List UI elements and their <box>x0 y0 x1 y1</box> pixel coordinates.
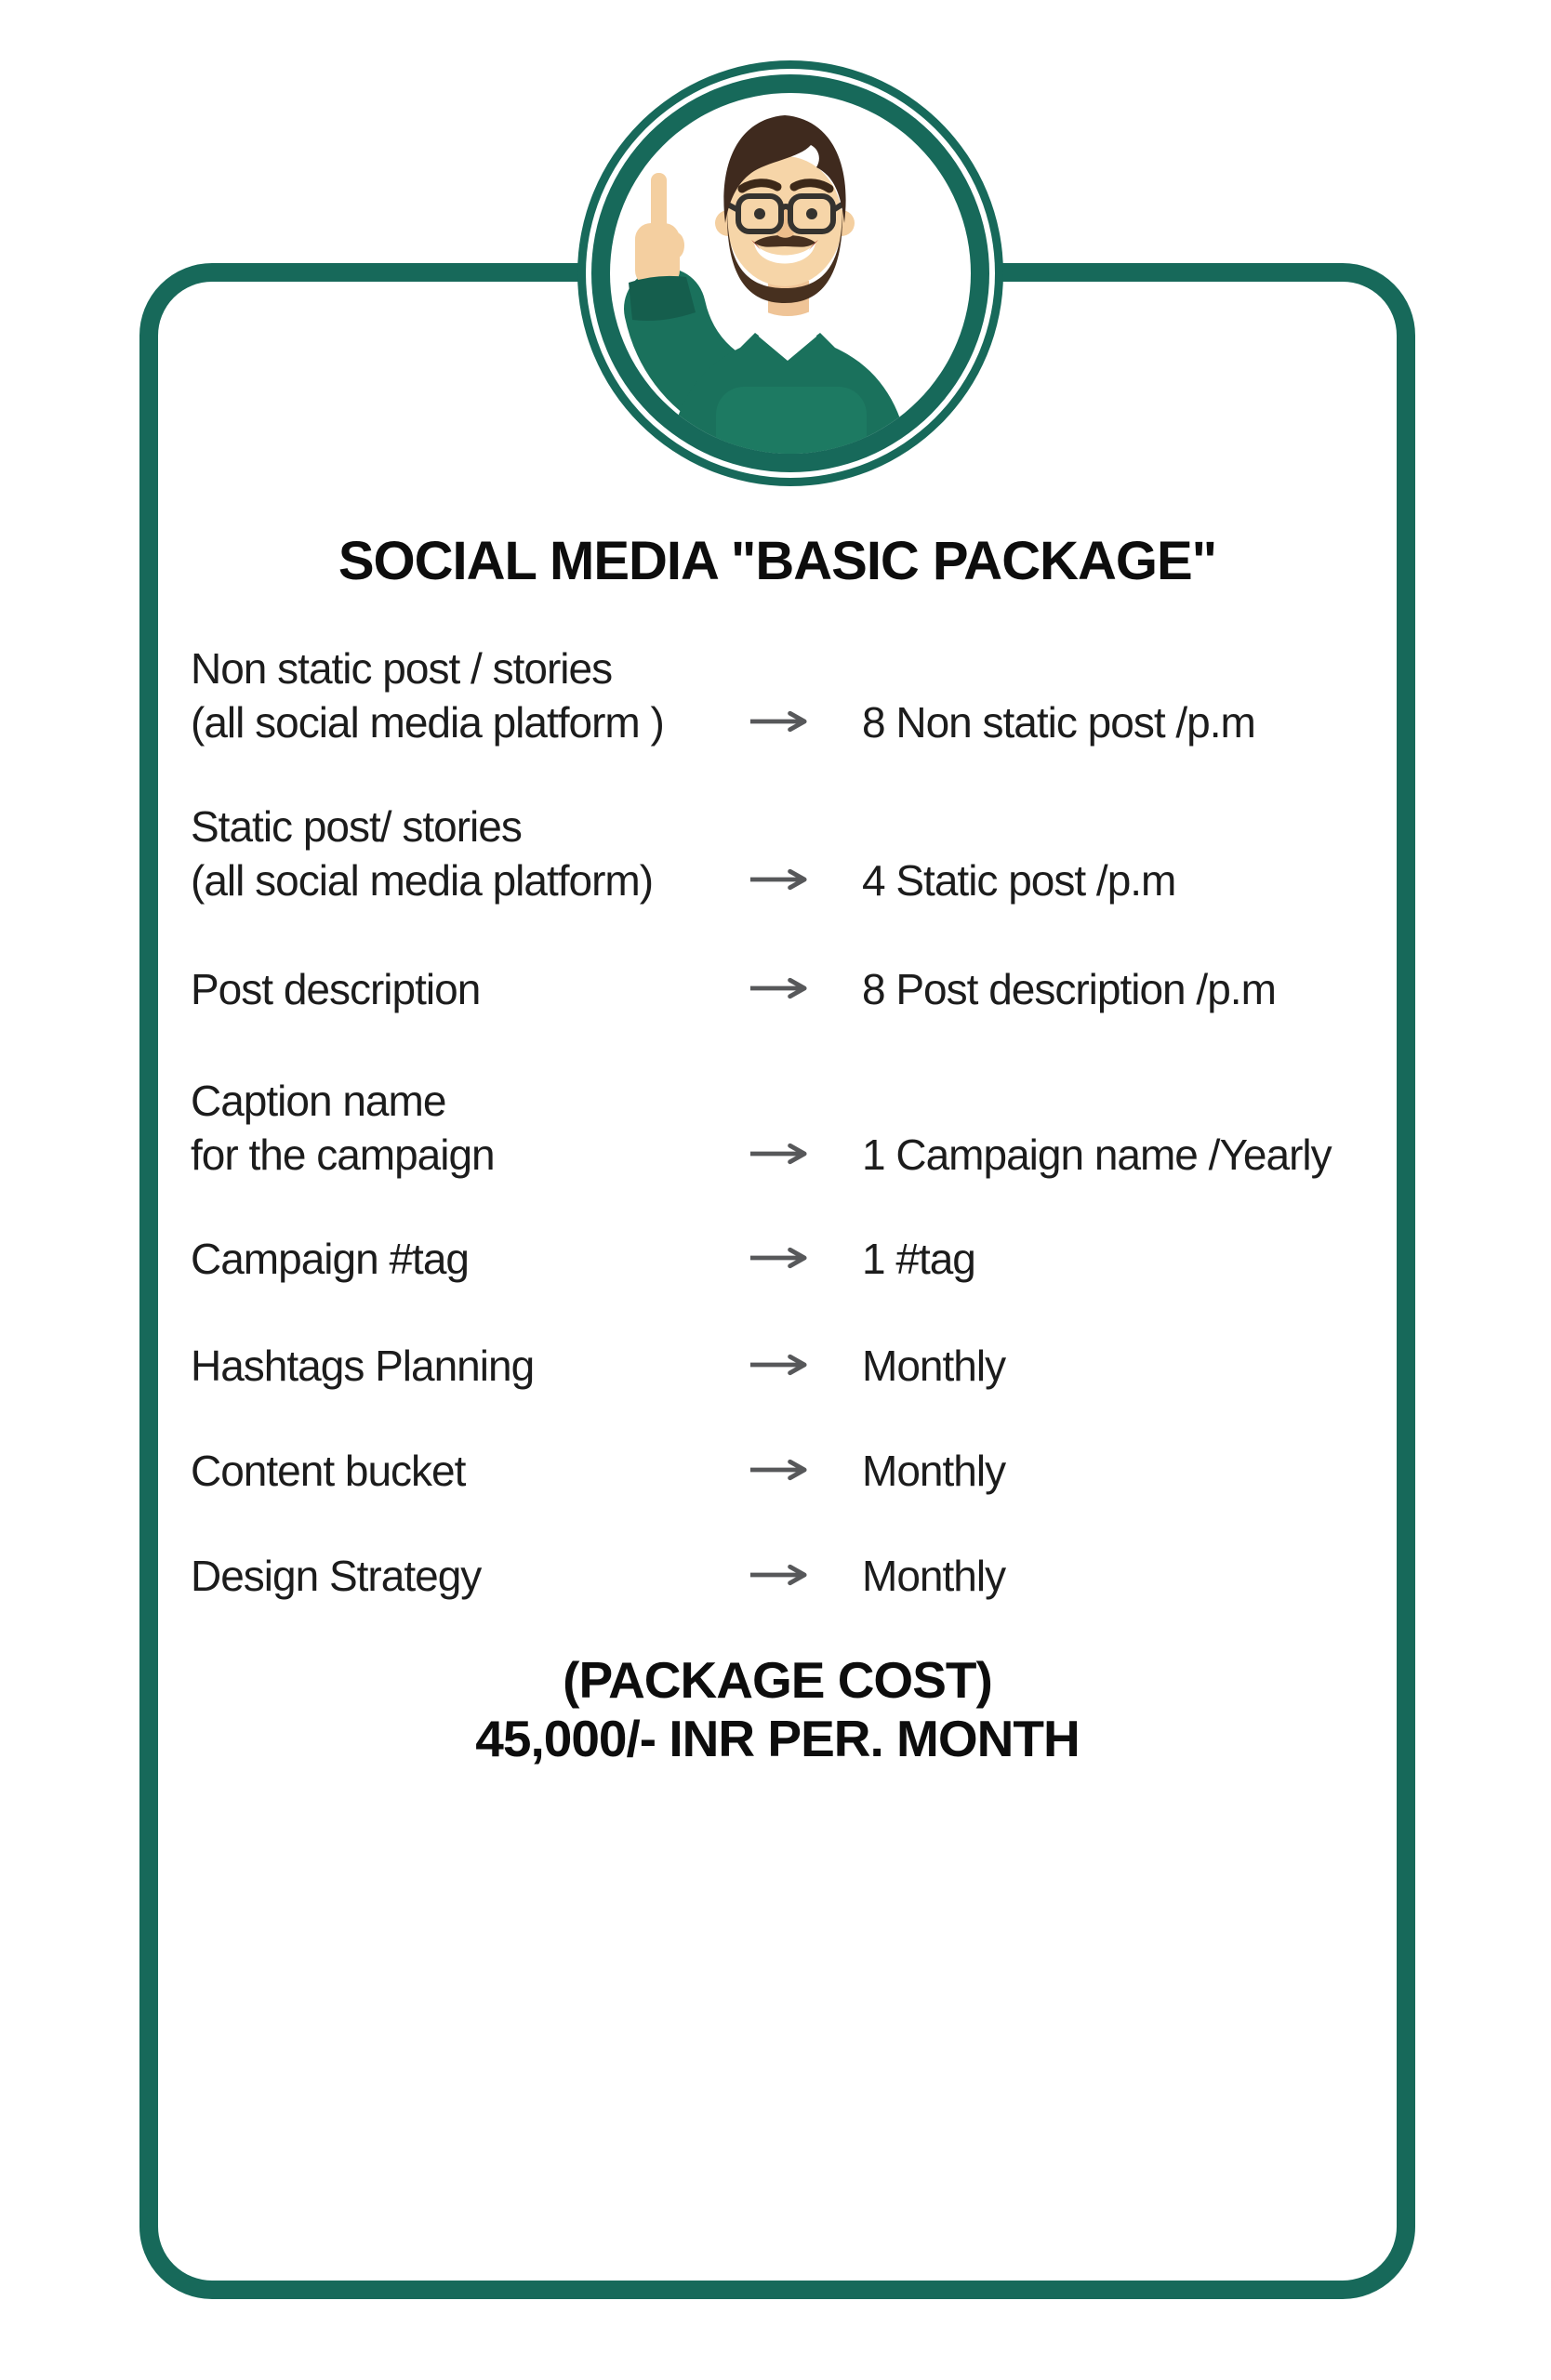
package-cost <box>139 1651 1415 1768</box>
package-row <box>191 800 1415 907</box>
row-label-line: for the campaign <box>191 1130 495 1179</box>
arrow-right-icon <box>749 1458 808 1482</box>
row-label-line: (all social media platform ) <box>191 698 664 747</box>
cost-heading: (PACKAGE COST) <box>563 1651 992 1709</box>
row-label-line: Caption name <box>191 1077 446 1125</box>
package-row <box>191 962 1415 1016</box>
package-row <box>191 1232 1415 1286</box>
arrow-right-icon <box>749 709 808 734</box>
row-label-line: Content bucket <box>191 1447 466 1495</box>
man-pointing-up-avatar <box>577 60 1004 487</box>
page-title: SOCIAL MEDIA "BASIC PACKAGE" <box>338 531 1217 591</box>
row-value: 4 Static post /p.m <box>862 856 1176 905</box>
row-value: 8 Non static post /p.m <box>862 698 1255 747</box>
arrow-right-icon <box>749 867 808 892</box>
row-label-line: Hashtags Planning <box>191 1342 535 1390</box>
arrow-right-icon <box>749 976 808 1000</box>
arrow-right-icon <box>749 1353 808 1377</box>
package-row <box>191 641 1415 749</box>
arrow-right-icon <box>749 1563 808 1587</box>
package-row <box>191 1339 1415 1393</box>
row-label-line: Campaign #tag <box>191 1235 469 1283</box>
row-value: Monthly <box>862 1552 1006 1600</box>
package-row <box>191 1074 1415 1182</box>
row-value: Monthly <box>862 1447 1006 1495</box>
arrow-right-icon <box>749 1142 808 1166</box>
cost-value: 45,000/- INR PER. MONTH <box>475 1710 1080 1767</box>
row-label-line: Design Strategy <box>191 1552 482 1600</box>
row-label-line: Post description <box>191 965 481 1013</box>
row-value: 8 Post description /p.m <box>862 965 1276 1013</box>
package-row <box>191 1444 1415 1498</box>
row-value: 1 #tag <box>862 1235 975 1283</box>
row-value: Monthly <box>862 1342 1006 1390</box>
package-row <box>191 1549 1415 1603</box>
row-value: 1 Campaign name /Yearly <box>862 1130 1332 1179</box>
arrow-right-icon <box>749 1246 808 1270</box>
row-label-line: Non static post / stories <box>191 644 613 693</box>
row-label-line: (all social media platform) <box>191 856 654 905</box>
row-label-line: Static post/ stories <box>191 802 522 851</box>
